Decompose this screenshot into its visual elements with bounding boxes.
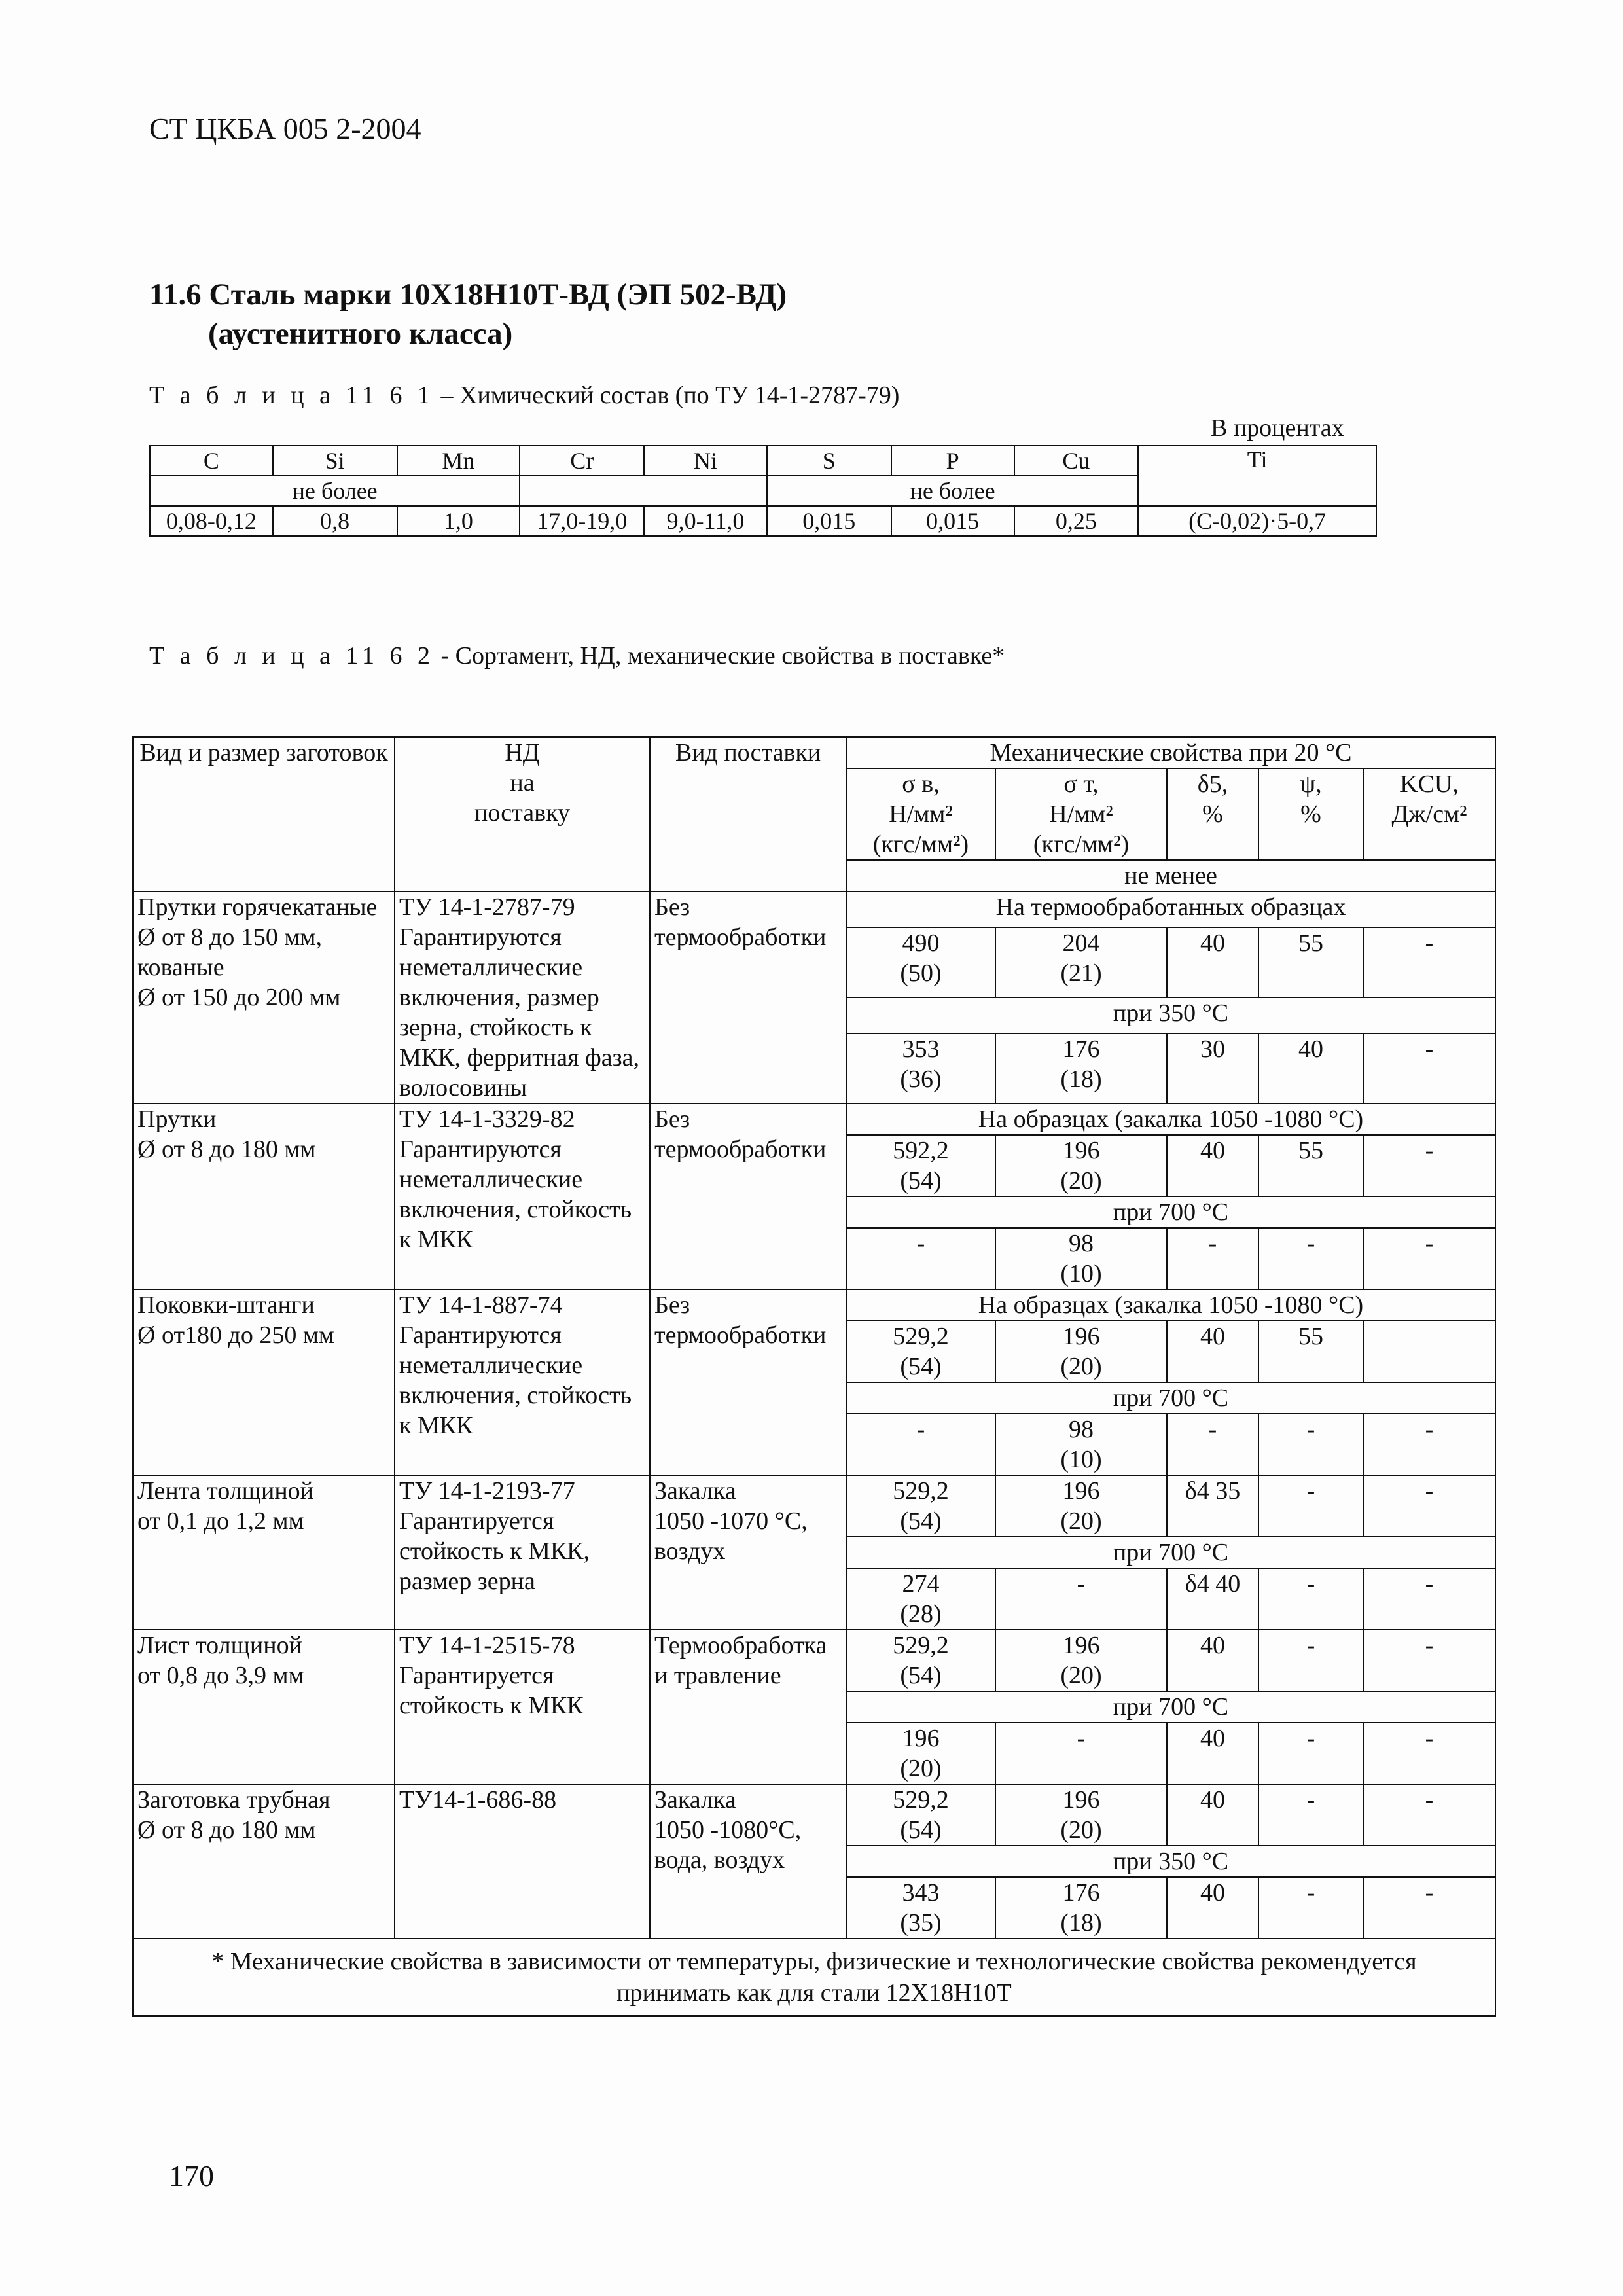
psi-cell: - xyxy=(1258,1568,1363,1630)
table2-group-row xyxy=(133,1103,1495,1135)
sigma-t-cell: 98 (10) xyxy=(995,1414,1167,1475)
table1-caption xyxy=(149,381,899,410)
delta-cell: 40 xyxy=(1167,1784,1258,1846)
sigma-t-cell: - xyxy=(995,1568,1167,1630)
nd-document: ТУ 14-1-2515-78 Гарантируется стойкость к МКК xyxy=(395,1630,650,1784)
col-header-mech: Механические свойства при 20 °С xyxy=(846,737,1495,768)
table1-value-cell: 0,015 xyxy=(767,506,891,536)
psi-cell: - xyxy=(1258,1877,1363,1939)
psi-cell: 55 xyxy=(1258,927,1363,997)
delta-cell: δ4 40 xyxy=(1167,1568,1258,1630)
sigma-t-cell: 196 (20) xyxy=(995,1321,1167,1382)
supply-condition: Без термообработки xyxy=(650,891,846,1103)
table2-header-row xyxy=(133,737,1495,768)
chemical-composition-table xyxy=(149,445,1377,537)
sigma-t-cell: 176 (18) xyxy=(995,1033,1167,1103)
table1-header-row xyxy=(150,446,1376,476)
sigma-v-cell: 353 (36) xyxy=(846,1033,995,1103)
kcu-cell: - xyxy=(1363,1568,1495,1630)
supply-condition: Без термообработки xyxy=(650,1103,846,1289)
table1-value-cell: 0,015 xyxy=(891,506,1014,536)
blank-description: Лист толщиной от 0,8 до 3,9 мм xyxy=(133,1630,395,1784)
delta-cell: - xyxy=(1167,1414,1258,1475)
page-number: 170 xyxy=(169,2159,214,2193)
table2-caption xyxy=(149,641,1005,670)
psi-cell: - xyxy=(1258,1630,1363,1691)
sigma-v-cell: 490 (50) xyxy=(846,927,995,997)
test-condition: На образцах (закалка 1050 -1080 °С) xyxy=(846,1103,1495,1135)
sigma-t-cell: 98 (10) xyxy=(995,1228,1167,1289)
table2-group-row xyxy=(133,1784,1495,1846)
sigma-v-cell: 529,2 (54) xyxy=(846,1321,995,1382)
col-header-nd: НД на поставку xyxy=(395,737,650,891)
sigma-v-cell: 529,2 (54) xyxy=(846,1475,995,1537)
table1-caption-text: – Химический состав (по ТУ 14-1-2787-79) xyxy=(435,382,900,409)
psi-cell: 40 xyxy=(1258,1033,1363,1103)
table1-value-cell: 0,08-0,12 xyxy=(150,506,273,536)
col-header-psi: ψ, % xyxy=(1258,768,1363,860)
mechanical-properties-table xyxy=(132,736,1496,2017)
section-title xyxy=(149,275,787,353)
sigma-v-cell: 196 (20) xyxy=(846,1723,995,1784)
kcu-cell: - xyxy=(1363,927,1495,997)
table1-header-cell: Ti xyxy=(1138,446,1376,506)
nd-document: ТУ14-1-686-88 xyxy=(395,1784,650,1939)
table1-header-cell: P xyxy=(891,446,1014,476)
sigma-v-cell: 529,2 (54) xyxy=(846,1784,995,1846)
table1-values-row xyxy=(150,506,1376,536)
table2-group-row xyxy=(133,891,1495,927)
table1-subheader-blank xyxy=(520,476,767,506)
table2-footnote: * Механические свойства в зависимости от температуры, физические и технологические свойства рекомендуется принимать как для стали 12Х18Н10Т xyxy=(133,1939,1495,2016)
section-title-line1: 11.6 Сталь марки 10Х18Н10Т-ВД (ЭП 502-ВД) xyxy=(149,278,787,312)
blank-description: Поковки-штанги Ø от180 до 250 мм xyxy=(133,1289,395,1475)
delta-cell: 40 xyxy=(1167,1877,1258,1939)
col-header-not-less: не менее xyxy=(846,860,1495,891)
table1-caption-prefix: Т а б л и ц а 11 6 1 xyxy=(149,382,435,409)
psi-cell: - xyxy=(1258,1784,1363,1846)
blank-description: Заготовка трубная Ø от 8 до 180 мм xyxy=(133,1784,395,1939)
table2-caption-prefix: Т а б л и ц а 11 6 2 xyxy=(149,642,435,670)
psi-cell: 55 xyxy=(1258,1321,1363,1382)
sigma-t-cell: 176 (18) xyxy=(995,1877,1167,1939)
table1-header-cell: Mn xyxy=(397,446,520,476)
col-header-supply: Вид поставки xyxy=(650,737,846,891)
psi-cell: - xyxy=(1258,1723,1363,1784)
kcu-cell: - xyxy=(1363,1135,1495,1196)
test-temperature: при 350 °С xyxy=(846,997,1495,1033)
col-header-sigma-v: σ в, Н/мм² (кгс/мм²) xyxy=(846,768,995,860)
supply-condition: Закалка 1050 -1070 °С, воздух xyxy=(650,1475,846,1630)
sigma-v-cell: - xyxy=(846,1414,995,1475)
kcu-cell xyxy=(1363,1321,1495,1382)
delta-cell: 40 xyxy=(1167,927,1258,997)
delta-cell: 40 xyxy=(1167,1630,1258,1691)
psi-cell: - xyxy=(1258,1414,1363,1475)
sigma-v-cell: 343 (35) xyxy=(846,1877,995,1939)
table1-value-cell: (С-0,02)·5-0,7 xyxy=(1138,506,1376,536)
psi-cell: - xyxy=(1258,1228,1363,1289)
test-condition: На термообработанных образцах xyxy=(846,891,1495,927)
table1-value-cell: 1,0 xyxy=(397,506,520,536)
table1-header-cell: Cr xyxy=(520,446,644,476)
delta-cell: 40 xyxy=(1167,1321,1258,1382)
test-temperature: при 700 °С xyxy=(846,1691,1495,1723)
table2-group-row xyxy=(133,1289,1495,1321)
table2-group-row xyxy=(133,1475,1495,1537)
test-temperature: при 700 °С xyxy=(846,1382,1495,1414)
sigma-v-cell: 529,2 (54) xyxy=(846,1630,995,1691)
kcu-cell: - xyxy=(1363,1784,1495,1846)
table1-header-cell: Si xyxy=(273,446,397,476)
kcu-cell: - xyxy=(1363,1228,1495,1289)
test-condition: На образцах (закалка 1050 -1080 °С) xyxy=(846,1289,1495,1321)
psi-cell: - xyxy=(1258,1475,1363,1537)
supply-condition: Закалка 1050 -1080°С, вода, воздух xyxy=(650,1784,846,1939)
table1-value-cell: 9,0-11,0 xyxy=(644,506,767,536)
table1-header-cell: Cu xyxy=(1014,446,1139,476)
delta-cell: δ4 35 xyxy=(1167,1475,1258,1537)
sigma-v-cell: 592,2 (54) xyxy=(846,1135,995,1196)
blank-description: Лента толщиной от 0,1 до 1,2 мм xyxy=(133,1475,395,1630)
sigma-t-cell: 196 (20) xyxy=(995,1784,1167,1846)
table1-subheader: не более xyxy=(767,476,1138,506)
table2-footnote-row xyxy=(133,1939,1495,2016)
kcu-cell: - xyxy=(1363,1475,1495,1537)
table2-caption-text: - Сортамент, НД, механические свойства в поставке* xyxy=(435,642,1005,670)
col-header-kcu: KCU, Дж/см² xyxy=(1363,768,1495,860)
sigma-t-cell: 196 (20) xyxy=(995,1630,1167,1691)
test-temperature: при 700 °С xyxy=(846,1537,1495,1568)
nd-document: ТУ 14-1-2193-77 Гарантируется стойкость к МКК, размер зерна xyxy=(395,1475,650,1630)
table1-header-cell: S xyxy=(767,446,891,476)
delta-cell: - xyxy=(1167,1228,1258,1289)
psi-cell: 55 xyxy=(1258,1135,1363,1196)
delta-cell: 40 xyxy=(1167,1723,1258,1784)
table1-value-cell: 0,8 xyxy=(273,506,397,536)
sigma-t-cell: 204 (21) xyxy=(995,927,1167,997)
supply-condition: Термообработка и травление xyxy=(650,1630,846,1784)
col-header-sigma-t: σ т, Н/мм² (кгс/мм²) xyxy=(995,768,1167,860)
table1-value-cell: 0,25 xyxy=(1014,506,1139,536)
sigma-v-cell: 274 (28) xyxy=(846,1568,995,1630)
table1-value-cell: 17,0-19,0 xyxy=(520,506,644,536)
nd-document: ТУ 14-1-2787-79 Гарантируются неметаллические включения, размер зерна, стойкость к МКК, ферритная фаза, волосовины xyxy=(395,891,650,1103)
blank-description: Прутки Ø от 8 до 180 мм xyxy=(133,1103,395,1289)
table1-unit: В процентах xyxy=(1211,414,1344,442)
col-header-blank: Вид и размер заготовок xyxy=(133,737,395,891)
kcu-cell: - xyxy=(1363,1723,1495,1784)
kcu-cell: - xyxy=(1363,1630,1495,1691)
table1-header-cell: C xyxy=(150,446,273,476)
sigma-t-cell: - xyxy=(995,1723,1167,1784)
sigma-t-cell: 196 (20) xyxy=(995,1475,1167,1537)
nd-document: ТУ 14-1-887-74 Гарантируются неметаллические включения, стойкость к МКК xyxy=(395,1289,650,1475)
table1-subheader: не более xyxy=(150,476,520,506)
delta-cell: 30 xyxy=(1167,1033,1258,1103)
kcu-cell: - xyxy=(1363,1414,1495,1475)
document-code: СТ ЦКБА 005 2-2004 xyxy=(149,112,421,145)
delta-cell: 40 xyxy=(1167,1135,1258,1196)
supply-condition: Без термообработки xyxy=(650,1289,846,1475)
test-temperature: при 700 °С xyxy=(846,1196,1495,1228)
blank-description: Прутки горячекатаные Ø от 8 до 150 мм, кованые Ø от 150 до 200 мм xyxy=(133,891,395,1103)
sigma-v-cell: - xyxy=(846,1228,995,1289)
test-temperature: при 350 °С xyxy=(846,1846,1495,1877)
nd-document: ТУ 14-1-3329-82 Гарантируются неметаллические включения, стойкость к МКК xyxy=(395,1103,650,1289)
section-title-line2: (аустенитного класса) xyxy=(208,317,513,351)
table1-header-cell: Ni xyxy=(644,446,767,476)
kcu-cell: - xyxy=(1363,1033,1495,1103)
table2-group-row xyxy=(133,1630,1495,1691)
sigma-t-cell: 196 (20) xyxy=(995,1135,1167,1196)
kcu-cell: - xyxy=(1363,1877,1495,1939)
col-header-delta5: δ5, % xyxy=(1167,768,1258,860)
